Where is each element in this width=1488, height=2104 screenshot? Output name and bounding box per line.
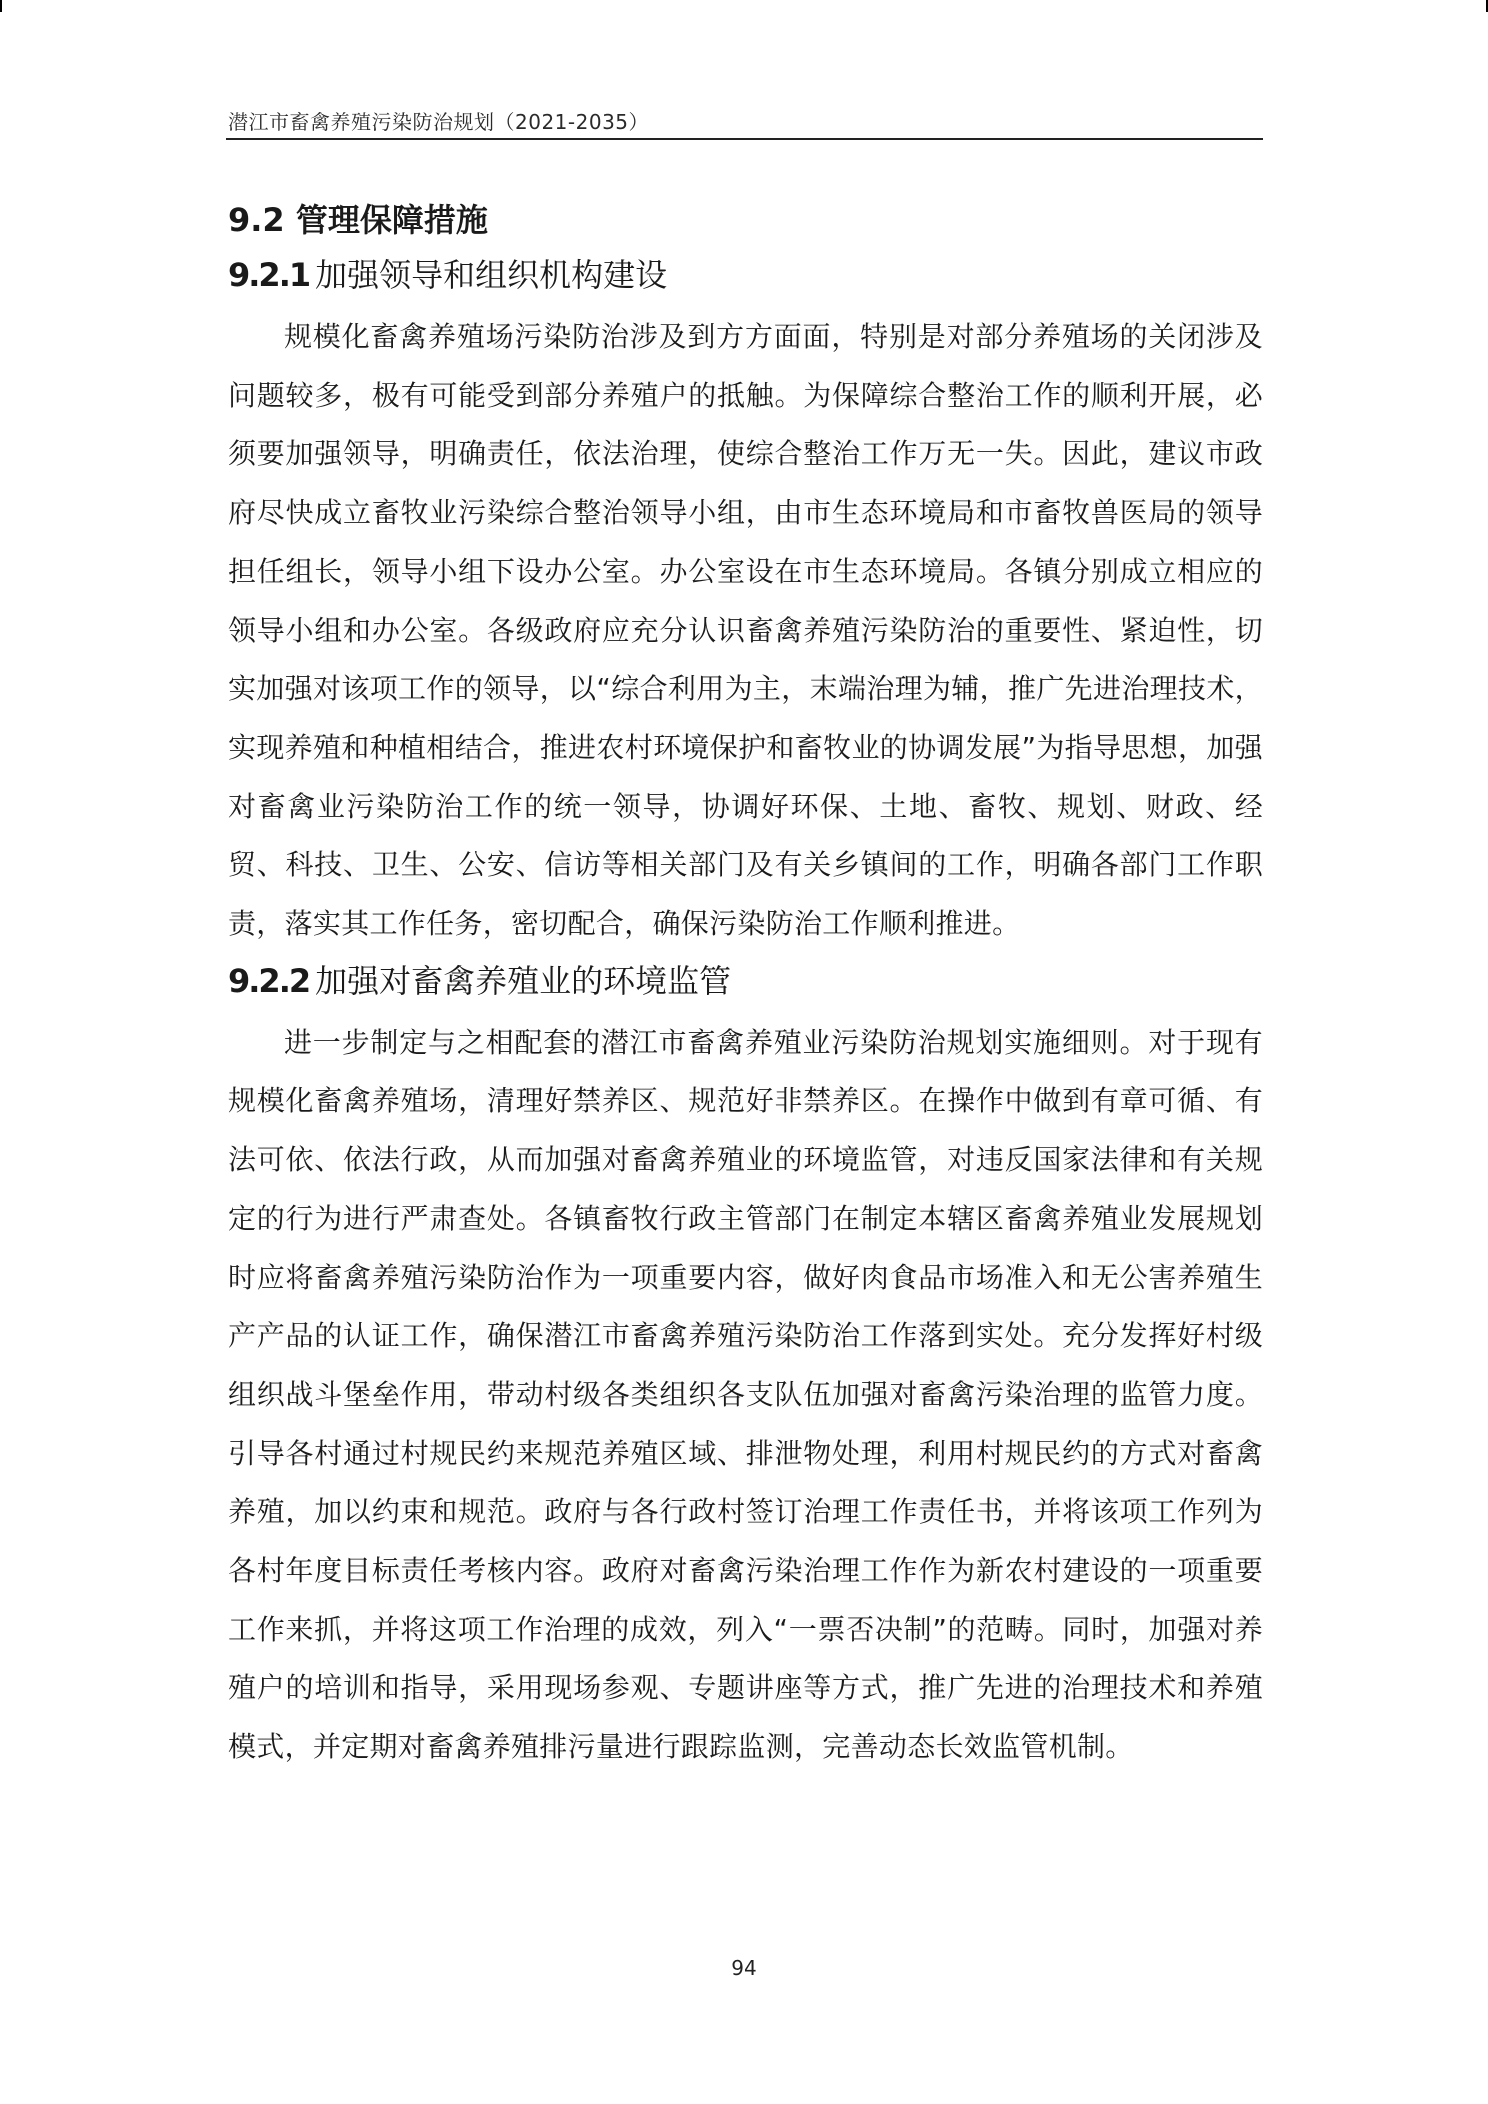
body-paragraph-9-2-2: 进一步制定与之相配套的潜江市畜禽养殖业污染防治规划实施细则。对于现有规模化畜禽养殖场，清理好禁养区、规范好非禁养区。在操作中做到有章可循、有法可依、依法行政，从而加强对畜禽养殖业的环境监管，对违反国家法律和有关规定的行为进行严肃查处。各镇畜牧行政主管部门在制定本辖区畜禽养殖业发展规划时应将畜禽养殖污染防治作为一项重要内容，做好肉食品市场准入和无公害养殖生产产品的认证工作，确保潜江市畜禽养殖污染防治工作落到实处。充分发挥好村级组织战斗堡垒作用，带动村级各类组织各支队伍加强对畜禽污染治理的监管力度。引导各村通过村规民约来规范养殖区域、排泄物处理，利用村规民约的方式对畜禽养殖，加以约束和规范。政府与各行政村签订治理工作责任书，并将该项工作列为各村年度目标责任考核内容。政府对畜禽污染治理工作作为新农村建设的一项重要工作来抓，并将这项工作治理的成效，列入“一票否决制”的范畴。同时，加强对养殖户的培训和指导，采用现场参观、专题讲座等方式，推广先进的治理技术和养殖模式，并定期对畜禽养殖排污量进行跟踪监测，完善动态长效监管机制。 <box>228 1025 1263 1764</box>
subsection-title-9-2-1 <box>228 248 1263 302</box>
body-paragraph-9-2-1: 规模化畜禽养殖场污染防治涉及到方方面面，特别是对部分养殖场的关闭涉及问题较多，极有可能受到部分养殖户的抵触。为保障综合整治工作的顺利开展，必须要加强领导，明确责任，依法治理，使综合整治工作万无一失。因此，建议市政府尽快成立畜牧业污染综合整治领导小组，由市生态环境局和市畜牧兽医局的领导担任组长，领导小组下设办公室。办公室设在市生态环境局。各镇分别成立相应的领导小组和办公室。各级政府应充分认识畜禽养殖污染防治的重要性、紧迫性，切实加强对该项工作的领导，以“综合利用为主，末端治理为辅，推广先进治理技术，实现养殖和种植相结合，推进农村环境保护和畜牧业的协调发展”为指导思想，加强对畜禽业污染防治工作的统一领导，协调好环保、土地、畜牧、规划、财政、经贸、科技、卫生、公安、信访等相关部门及有关乡镇间的工作，明确各部门工作职责，落实其工作任务，密切配合，确保污染防治工作顺利推进。 <box>228 320 1263 941</box>
header-rule <box>226 138 1263 140</box>
subsection-title-9-2-2 <box>228 954 1263 1008</box>
subsection-heading-text: 加强领导和组织机构建设 <box>315 256 668 294</box>
subsection-number: 9.2.2 <box>228 961 310 1000</box>
subsection-number: 9.2.1 <box>228 256 310 294</box>
subsection-heading-text: 加强对畜禽养殖业的环境监管 <box>315 961 732 1000</box>
page-content <box>228 192 1263 1777</box>
running-header: 潜江市畜禽养殖污染防治规划（2021-2035） <box>228 110 650 134</box>
page-number: 94 <box>731 1956 757 1980</box>
section-title: 9.2 管理保障措施 <box>228 201 488 239</box>
crop-mark-left <box>0 0 2 12</box>
